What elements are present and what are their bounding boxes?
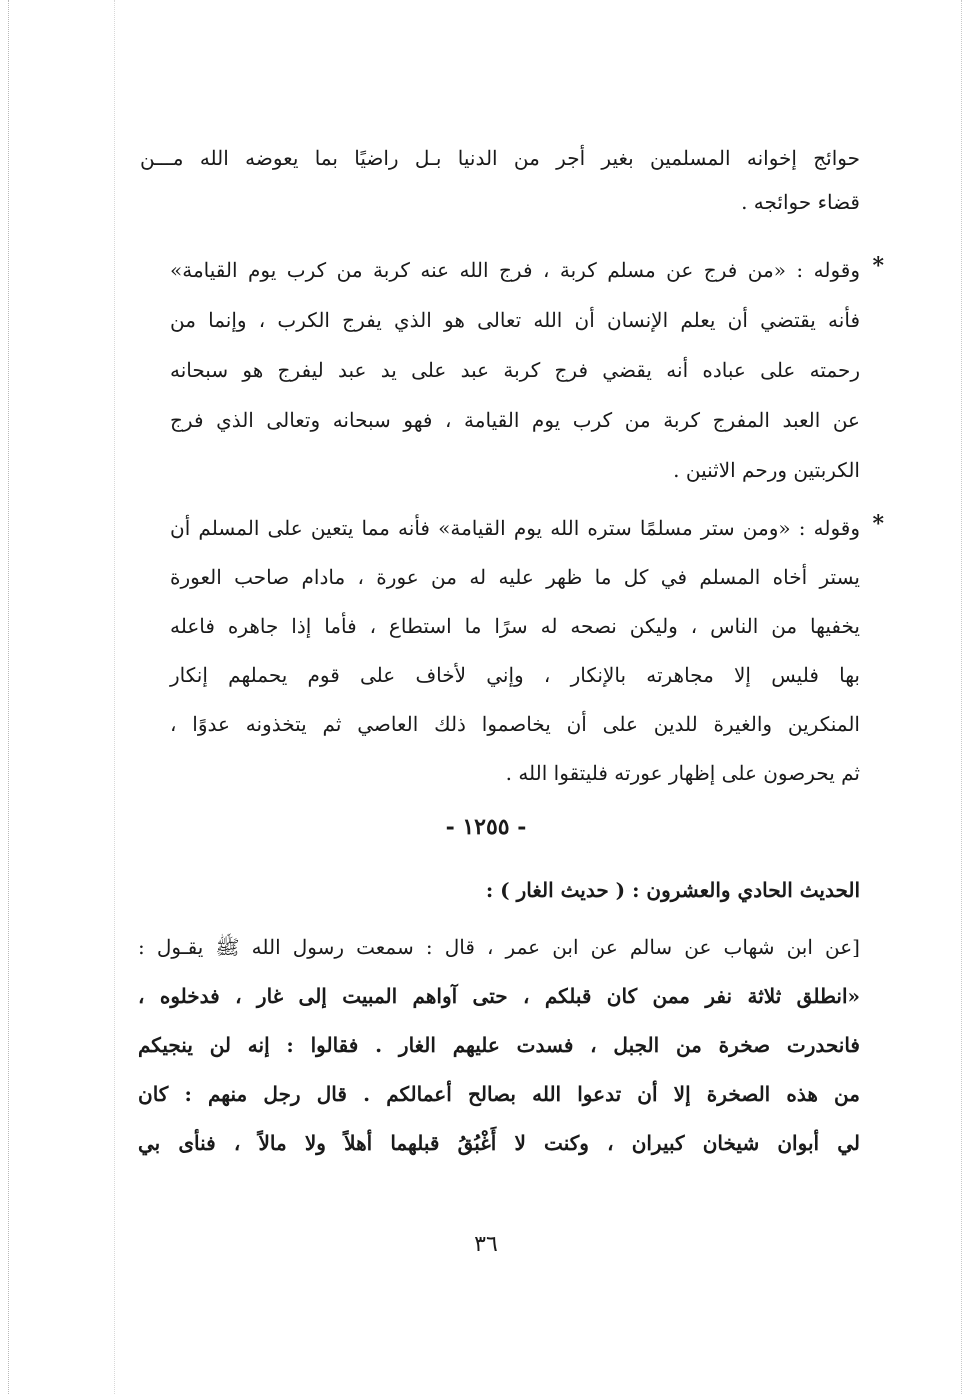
paragraph-intro	[140, 141, 860, 219]
scan-edge-right	[961, 0, 962, 1394]
text-line: بها فليس إلا مجاهرته بالإنكار ، وإني لأخاف على قوم يحملهم إنكار	[170, 663, 860, 687]
scan-margin-guide	[114, 0, 115, 1394]
text-line: يستر أخاه المسلم في كل ما ظهر عليه له من عورة ، مادام صاحب العورة	[170, 565, 860, 589]
text-line: يخفيها من الناس ، وليكن نصحه له سرًا ما استطاع ، فأما إذا جاهره فاعله	[170, 614, 860, 638]
paragraph-kurba	[170, 253, 884, 487]
text-line: عن العبد المفرج كربة من كرب يوم القيامة ، فهو سبحانه وتعالى الذي فرج	[170, 408, 860, 432]
text-line: وقوله : «من فرج عن مسلم كربة ، فرج الله عنه كربة من كرب يوم القيامة»	[170, 258, 860, 282]
paragraph-satr	[170, 511, 884, 790]
text-line: قضاء حوائجه .	[741, 190, 860, 214]
hadith-number: - ١٢٥٥ -	[445, 814, 527, 840]
text-line: «انطلق ثلاثة نفر ممن كان قبلكم ، حتى آواهم المبيت إلى غار ، فدخلوه ،	[138, 984, 860, 1008]
text-line: الكربتين ورحم الاثنين .	[673, 458, 860, 482]
bullet-star: *	[872, 253, 884, 279]
text-line: حوائج إخوانه المسلمين بغير أجر من الدنيا بـل راضيًا بما يعوضه الله مـــن	[140, 146, 860, 170]
paragraph-hadith	[138, 930, 860, 1160]
text-line: [عن ابن شهاب عن سالم عن ابن عمر ، قال : سمعت رسول الله ﷺ يقـول :	[138, 935, 860, 959]
text-line: ثم يحرصون على إظهار عورته فليتقوا الله .	[505, 761, 860, 785]
bullet-star: *	[872, 511, 884, 537]
section-title: الحديث الحادي والعشرون : ( حديث الغار ) :	[485, 878, 860, 902]
scan-edge-left	[8, 0, 9, 1394]
text-line: وقوله : «ومن ستر مسلمًا ستره الله يوم القيامة» فأنه مما يتعين على المسلم أن	[170, 516, 860, 540]
text-line: من هذه الصخرة إلا أن تدعوا الله بصالح أعمالكم . قال رجل منهم : كان	[138, 1082, 860, 1106]
text-line: رحمته على عباده أنه يقضي فرج كربة عبد على يد عبد ليفرج هو سبحانه	[170, 358, 860, 382]
text-line: فأنه يقتضي أن يعلم الإنسان أن الله تعالى هو الذي يفرج الكرب ، وإنما من	[170, 308, 860, 332]
text-line: لي أبوان شيخان كبيران ، وكنت لا أَغْبُقُ قبلهما أهلاً ولا مالاً ، فنأى بي	[138, 1131, 860, 1155]
page-number: ٣٦	[474, 1232, 498, 1257]
text-line: المنكرين والغيرة للدين على أن يخاصموا ذلك العاصي ثم يتخذونه عدوًا ،	[170, 712, 860, 736]
text-line: فانحدرت صخرة من الجبل ، فسدت عليهم الغار . فقالوا : إنه لن ينجيكم	[138, 1033, 860, 1057]
